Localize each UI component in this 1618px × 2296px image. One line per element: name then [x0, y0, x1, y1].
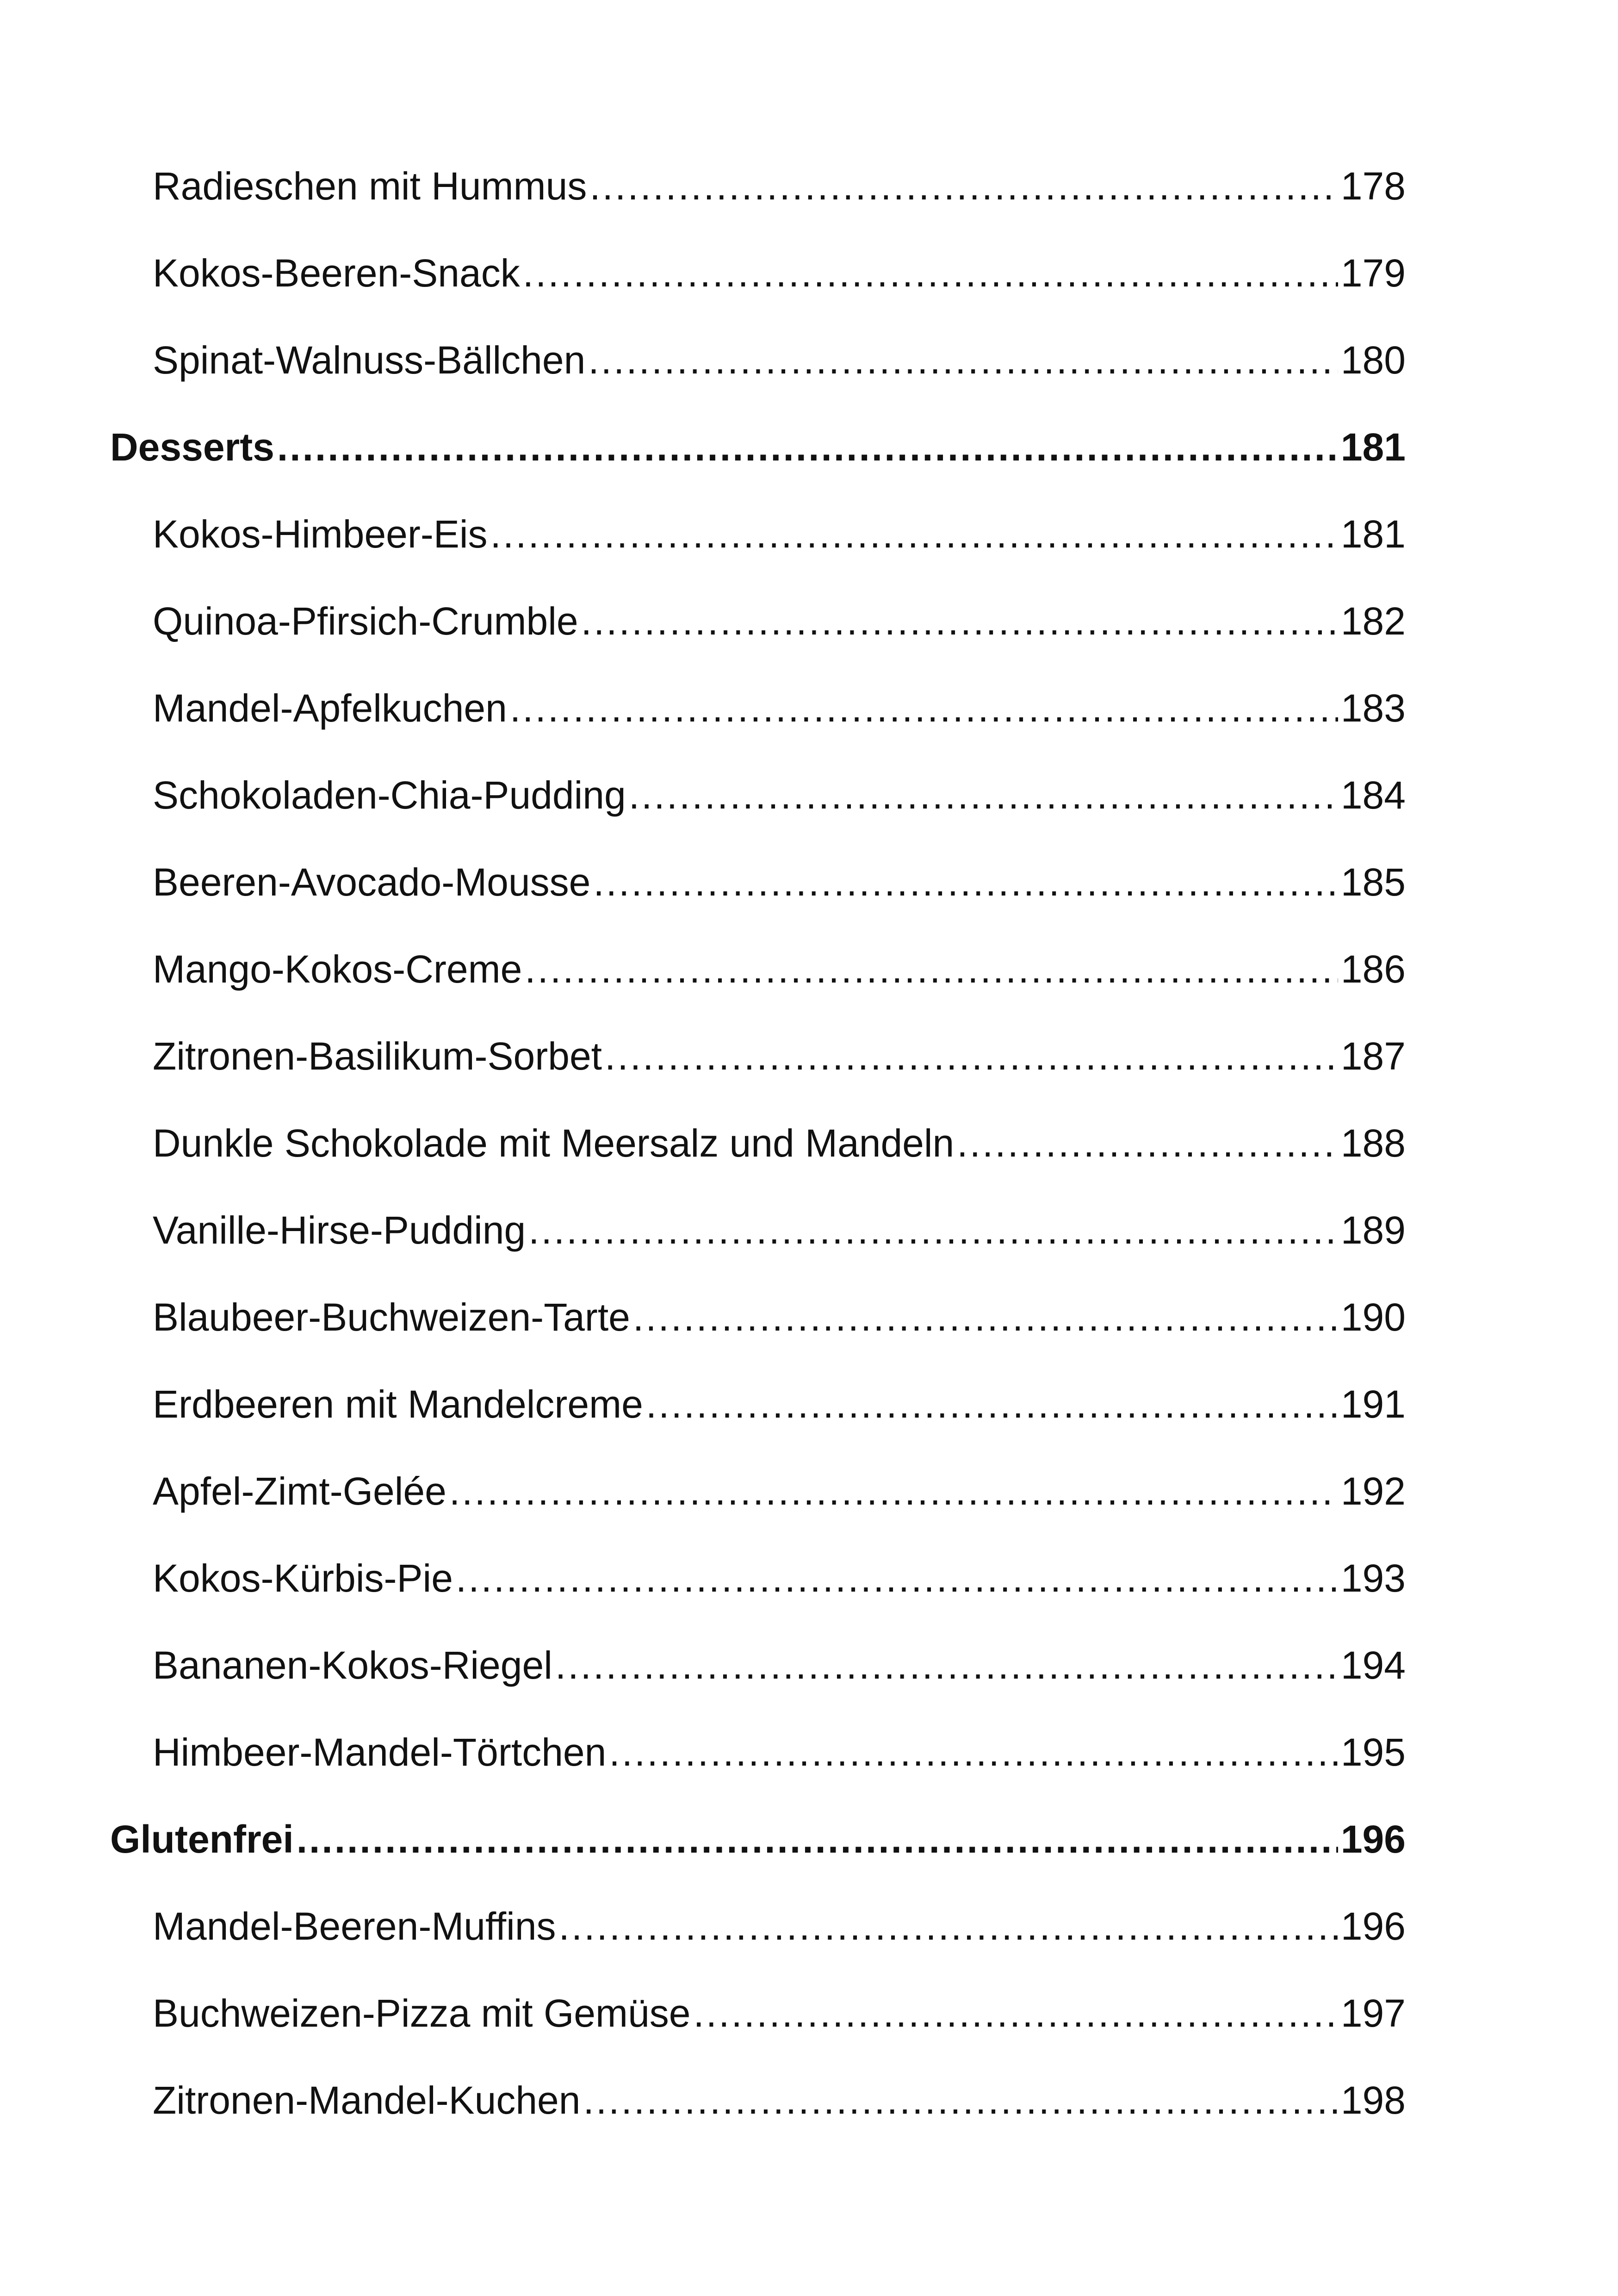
toc-entry-title: Beeren-Avocado-Mousse: [153, 860, 591, 904]
toc-entry-title: Bananen-Kokos-Riegel: [153, 1643, 552, 1687]
toc-entry[interactable]: [110, 1469, 1406, 1559]
dot-leader: [525, 950, 1338, 989]
dot-leader: [510, 689, 1338, 728]
toc-entry[interactable]: [110, 947, 1406, 1037]
dot-leader: [523, 254, 1338, 292]
toc-section-title: Glutenfrei: [110, 1817, 294, 1861]
toc-entry[interactable]: [110, 512, 1406, 602]
toc-entry[interactable]: [110, 1556, 1406, 1646]
toc-entry-title: Mango-Kokos-Creme: [153, 947, 522, 991]
toc-page-number: 197: [1340, 1991, 1406, 2035]
toc-page-number: 190: [1340, 1295, 1406, 1339]
dot-leader: [605, 1037, 1338, 1076]
toc-entry[interactable]: [110, 773, 1406, 863]
dot-leader: [277, 428, 1338, 467]
toc-entry[interactable]: [110, 1121, 1406, 1211]
dot-leader: [297, 1820, 1338, 1859]
toc-section-title: Desserts: [110, 425, 274, 469]
toc-entry-title: Zitronen-Basilikum-Sorbet: [153, 1034, 602, 1078]
toc-entry[interactable]: [110, 1991, 1406, 2081]
toc-entry-title: Radieschen mit Hummus: [153, 164, 587, 208]
dot-leader: [449, 1472, 1338, 1511]
dot-leader: [693, 1994, 1338, 2033]
toc-page-number: 192: [1340, 1469, 1406, 1513]
toc-page-number: 198: [1340, 2078, 1406, 2122]
toc-page-number: 182: [1340, 599, 1406, 643]
toc-entry[interactable]: [110, 1034, 1406, 1124]
dot-leader: [609, 1733, 1338, 1772]
toc-entry[interactable]: [110, 1904, 1406, 1994]
dot-leader: [528, 1211, 1338, 1250]
toc-entry-title: Apfel-Zimt-Gelée: [153, 1469, 446, 1513]
toc-section-heading[interactable]: [110, 425, 1406, 515]
toc-entry[interactable]: [110, 338, 1406, 428]
toc-entry-title: Dunkle Schokolade mit Meersalz und Mandeln: [153, 1121, 955, 1165]
toc-entry-title: Blaubeer-Buchweizen-Tarte: [153, 1295, 630, 1339]
toc-entry[interactable]: [110, 1382, 1406, 1472]
dot-leader: [456, 1559, 1338, 1598]
toc-page-number: 179: [1340, 251, 1406, 295]
dot-leader: [593, 863, 1338, 902]
toc-page-number: 181: [1340, 425, 1406, 469]
toc-page-number: 191: [1340, 1382, 1406, 1426]
toc-entry-title: Kokos-Beeren-Snack: [153, 251, 520, 295]
toc-page-number: 183: [1340, 686, 1406, 730]
toc-entry-title: Quinoa-Pfirsich-Crumble: [153, 599, 578, 643]
toc-entry-title: Mandel-Beeren-Muffins: [153, 1904, 556, 1948]
dot-leader: [490, 515, 1338, 554]
dot-leader: [629, 776, 1338, 815]
toc-entry-title: Schokoladen-Chia-Pudding: [153, 773, 626, 817]
toc-entry-title: Mandel-Apfelkuchen: [153, 686, 507, 730]
toc-section-heading[interactable]: [110, 1817, 1406, 1907]
toc-entry[interactable]: [110, 1730, 1406, 1820]
toc-entry-title: Kokos-Himbeer-Eis: [153, 512, 488, 556]
toc-page-number: 193: [1340, 1556, 1406, 1600]
dot-leader: [633, 1298, 1338, 1337]
toc-entry-title: Buchweizen-Pizza mit Gemüse: [153, 1991, 691, 2035]
toc-entry[interactable]: [110, 1208, 1406, 1298]
toc-entry[interactable]: [110, 860, 1406, 950]
toc-entry[interactable]: [110, 686, 1406, 776]
toc-entry-title: Zitronen-Mandel-Kuchen: [153, 2078, 581, 2122]
dot-leader: [646, 1385, 1338, 1424]
toc-entry[interactable]: [110, 1295, 1406, 1385]
table-of-contents: [110, 164, 1406, 2168]
dot-leader: [555, 1646, 1338, 1685]
toc-page-number: 186: [1340, 947, 1406, 991]
toc-entry-title: Himbeer-Mandel-Törtchen: [153, 1730, 607, 1774]
toc-page-number: 178: [1340, 164, 1406, 208]
toc-page-number: 196: [1340, 1817, 1406, 1861]
toc-entry-title: Kokos-Kürbis-Pie: [153, 1556, 453, 1600]
toc-entry-title: Spinat-Walnuss-Bällchen: [153, 338, 586, 382]
toc-page-number: 181: [1340, 512, 1406, 556]
toc-entry-title: Vanille-Hirse-Pudding: [153, 1208, 526, 1252]
toc-entry-title: Erdbeeren mit Mandelcreme: [153, 1382, 643, 1426]
dot-leader: [957, 1124, 1338, 1163]
toc-page-number: 185: [1340, 860, 1406, 904]
toc-entry[interactable]: [110, 599, 1406, 689]
toc-page-number: 194: [1340, 1643, 1406, 1687]
toc-entry[interactable]: [110, 1643, 1406, 1733]
toc-page-number: 184: [1340, 773, 1406, 817]
dot-leader: [559, 1907, 1338, 1946]
toc-page-number: 188: [1340, 1121, 1406, 1165]
toc-page-number: 195: [1340, 1730, 1406, 1774]
toc-page-number: 180: [1340, 338, 1406, 382]
toc-entry[interactable]: [110, 251, 1406, 341]
toc-entry[interactable]: [110, 164, 1406, 254]
toc-entry[interactable]: [110, 2078, 1406, 2168]
dot-leader: [588, 341, 1338, 380]
toc-page-number: 196: [1340, 1904, 1406, 1948]
toc-page-number: 187: [1340, 1034, 1406, 1078]
dot-leader: [589, 167, 1338, 205]
toc-page-number: 189: [1340, 1208, 1406, 1252]
dot-leader: [581, 602, 1338, 641]
dot-leader: [583, 2081, 1338, 2120]
